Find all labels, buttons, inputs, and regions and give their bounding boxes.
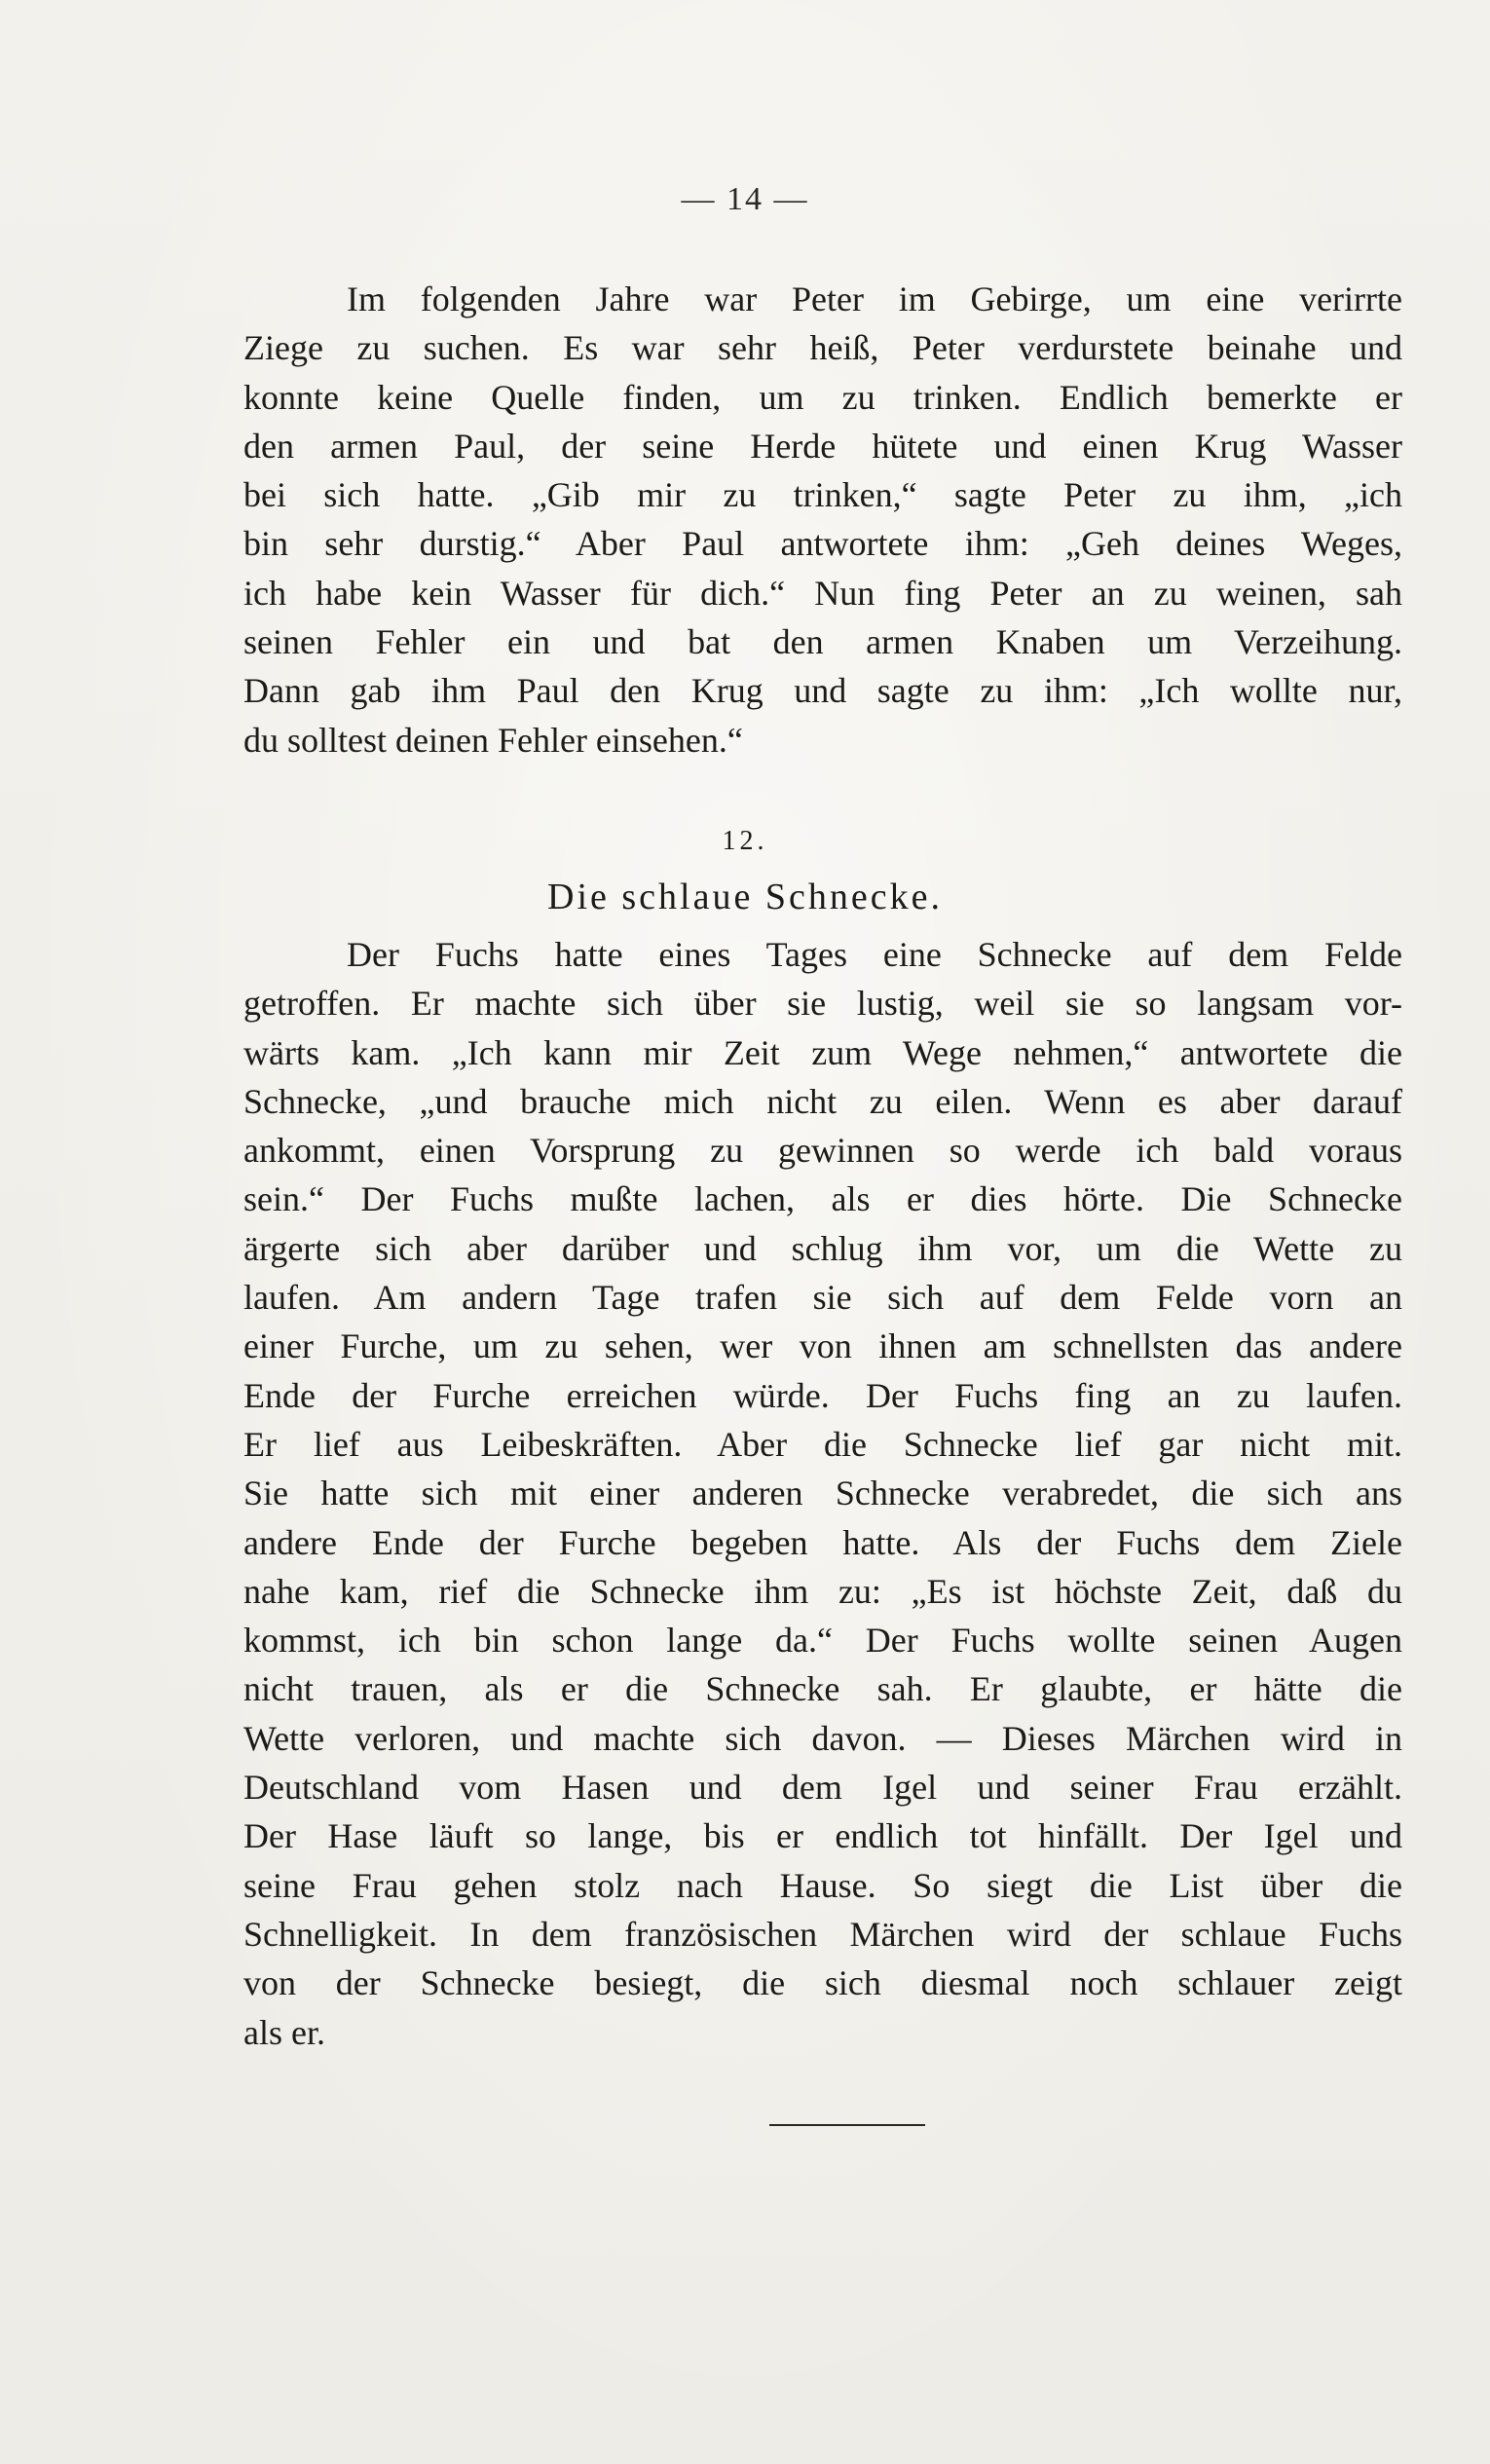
text-line: bei sich hatte. „Gib mir zu trinken,“ sagte Peter zu ihm, „ich [243, 475, 1402, 515]
text-line: Schnelligkeit. In dem französischen Märchen wird der schlaue Fuchs [243, 1914, 1402, 1954]
text-line: Im folgenden Jahre war Peter im Gebirge, um eine verirrte [347, 280, 1402, 318]
paragraph-two [243, 930, 1402, 2057]
paragraph-two-text [243, 930, 1402, 2057]
section-title: Die schlaue Schnecke. [547, 877, 943, 917]
text-line: Der Hase läuft so lange, bis er endlich tot hinfällt. Der Igel und [243, 1816, 1402, 1856]
text-line: Wette verloren, und machte sich davon. — Dieses Märchen wird in [243, 1718, 1402, 1758]
text-line: ankommt, einen Vorsprung zu gewinnen so werde ich bald voraus [243, 1131, 1402, 1171]
text-line: Ziege zu suchen. Es war sehr heiß, Peter verdurstete beinahe und [243, 328, 1402, 368]
text-line: Schnecke, „und brauche mich nicht zu eilen. Wenn es aber darauf [243, 1081, 1402, 1121]
text-line: konnte keine Quelle finden, um zu trinken. Endlich bemerkte er [243, 377, 1402, 417]
text-line: seinen Fehler ein und bat den armen Knaben um Verzeihung. [243, 622, 1402, 662]
section-number: 12. [722, 826, 768, 856]
text-line: bin sehr durstig.“ Aber Paul antwortete ihm: „Geh deines Weges, [243, 524, 1402, 564]
text-line: von der Schnecke besiegt, die sich diesmal noch schlauer zeigt [243, 1963, 1402, 2003]
text-line: ärgerte sich aber darüber und schlug ihm vor, um die Wette zu [243, 1228, 1402, 1268]
text-line: Sie hatte sich mit einer anderen Schnecke verabredet, die sich ans [243, 1474, 1402, 1513]
paragraph-one-text [243, 275, 1402, 765]
text-line: einer Furche, um zu sehen, wer von ihnen am schnellsten das andere [243, 1326, 1402, 1366]
text-line: Der Fuchs hatte eines Tages eine Schnecke auf dem Felde [347, 935, 1402, 974]
text-line: andere Ende der Furche begeben hatte. Als der Fuchs dem Ziele [243, 1522, 1402, 1562]
text-line: getroffen. Er machte sich über sie lustig, weil sie so langsam vor- [243, 984, 1402, 1024]
text-line: Ende der Furche erreichen würde. Der Fuchs fing an zu laufen. [243, 1375, 1402, 1415]
text-line: nicht trauen, als er die Schnecke sah. Er glaubte, er hätte die [243, 1669, 1402, 1709]
text-line: seine Frau gehen stolz nach Hause. So siegt die List über die [243, 1865, 1402, 1905]
page-number: — 14 — [681, 181, 809, 217]
text-line: den armen Paul, der seine Herde hütete und einen Krug Wasser [243, 426, 1402, 466]
text-line: Dann gab ihm Paul den Krug und sagte zu ihm: „Ich wollte nur, [243, 671, 1402, 711]
paragraph-one [243, 275, 1402, 765]
text-line: kommst, ich bin schon lange da.“ Der Fuchs wollte seinen Augen [243, 1621, 1402, 1661]
text-line: nahe kam, rief die Schnecke ihm zu: „Es ist höchste Zeit, daß du [243, 1571, 1402, 1611]
text-line: wärts kam. „Ich kann mir Zeit zum Wege nehmen,“ antwortete die [243, 1032, 1402, 1072]
text-line: Deutschland vom Hasen und dem Igel und seiner Frau erzählt. [243, 1768, 1402, 1808]
text-line: Er lief aus Leibeskräften. Aber die Schnecke lief gar nicht mit. [243, 1424, 1402, 1464]
text-line: sein.“ Der Fuchs mußte lachen, als er dies hörte. Die Schnecke [243, 1179, 1402, 1219]
text-line: laufen. Am andern Tage trafen sie sich auf dem Felde vorn an [243, 1278, 1402, 1318]
text-line: ich habe kein Wasser für dich.“ Nun fing Peter an zu weinen, sah [243, 573, 1402, 613]
text-line: du solltest deinen Fehler einsehen.“ [243, 720, 743, 760]
text-line: als er. [243, 2012, 325, 2052]
end-rule [769, 2124, 925, 2126]
